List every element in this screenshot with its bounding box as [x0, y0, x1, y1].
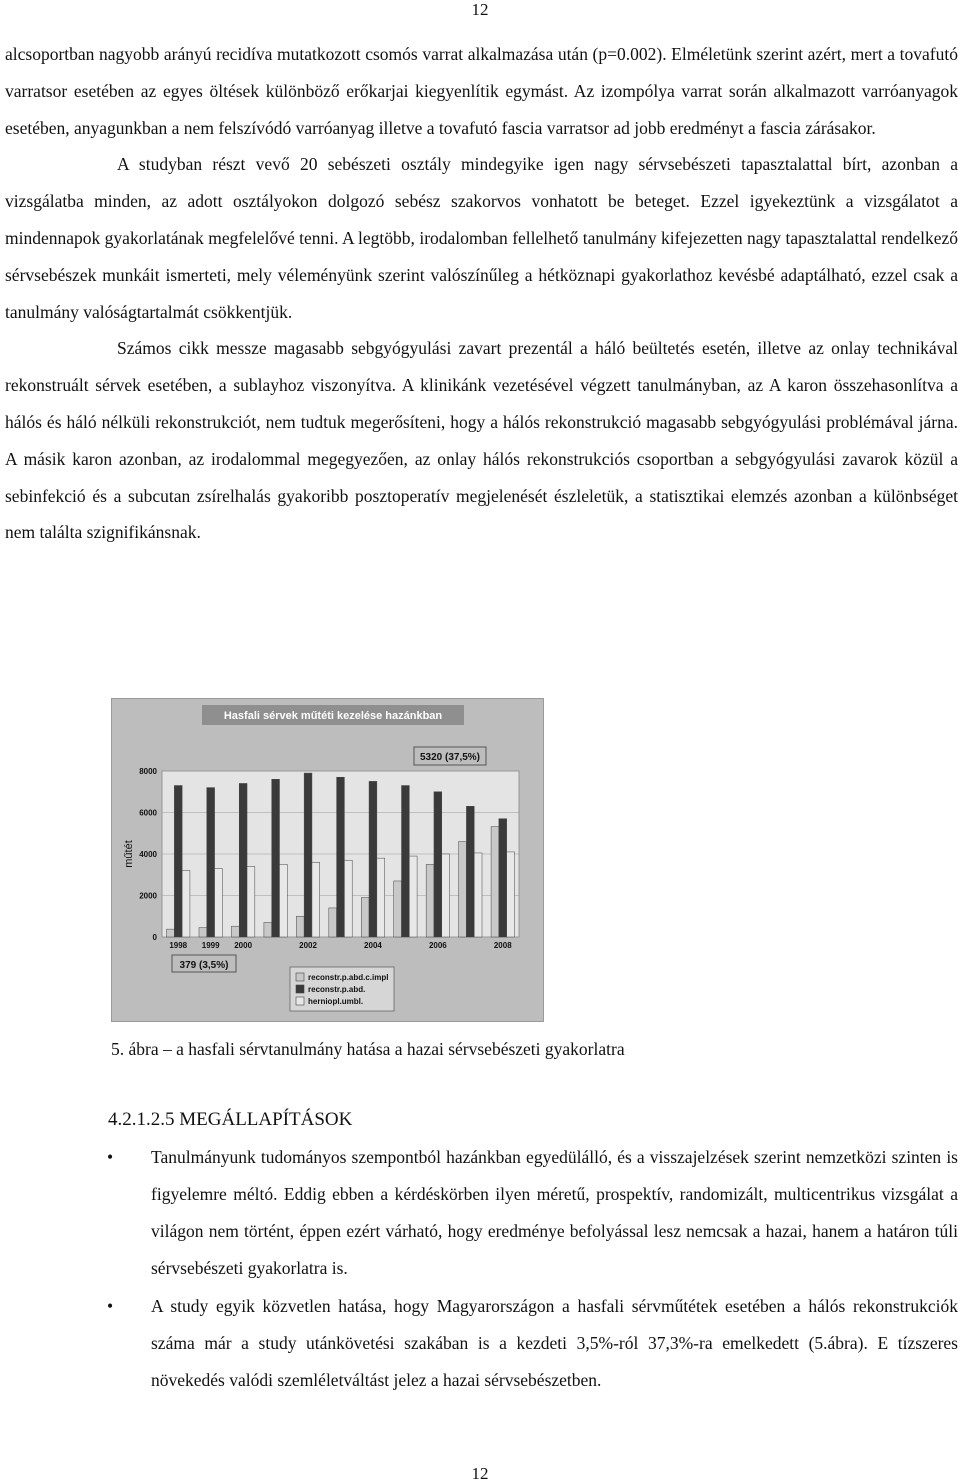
y-tick-label: 2000	[139, 891, 157, 901]
y-tick-label: 0	[152, 933, 157, 942]
bullet-dot: •	[107, 1296, 114, 1316]
body-text	[5, 36, 958, 551]
annotation-top: 5320 (37,5%)	[419, 752, 481, 763]
legend-swatch	[296, 973, 304, 981]
bar-herniopl.umbl.-2001	[279, 864, 287, 937]
bar-herniopl.umbl.-1998	[182, 871, 190, 937]
list-item	[105, 1139, 958, 1287]
annotation-bottom: 379 (3,5%)	[179, 960, 229, 971]
x-tick-label: 2000	[234, 941, 253, 950]
bar-herniopl.umbl.-2002	[312, 862, 320, 937]
x-tick-label: 2002	[299, 941, 317, 950]
page-number-bottom: 12	[471, 1464, 489, 1483]
bar-reconstr.p.abd.-2002	[304, 773, 312, 937]
figure-caption: 5. ábra – a hasfali sérvtanulmány hatása a hazai sérvsebészeti gyakorlatra	[111, 1039, 625, 1059]
bar-reconstr.p.abd.-2007	[466, 806, 474, 937]
bar-reconstr.p.abd.c.impl-2003	[329, 908, 337, 937]
x-tick-label: 2008	[493, 941, 512, 950]
y-tick-label: 8000	[139, 767, 157, 776]
legend-label: reconstr.p.abd.	[308, 985, 366, 994]
bar-chart	[112, 699, 543, 1021]
x-tick-label: 1999	[201, 941, 220, 950]
list-item	[105, 1288, 958, 1399]
paragraph-3: Számos cikk messze magasabb sebgyógyulási zavart prezentál a háló beültetés esetén, illetve az onlay technikával rekonstruált sérvek esetében, a sublayhoz viszonyítva. A klinikánk vezetésével végzett tanulmányban, az A karon összehasonlítva a hálós és háló nélküli rekonstrukciót, nem tudtuk megerősíteni, hogy a hálós rekonstrukció magasabb sebgyógyulási problémával járna. A másik karon azonban, az irodalommal megegyezően, az onlay hálós rekonstrukciós csoportban a sebgyógyulási zavarok közül a sebinfekció és a subcutan zsírelhalás gyakoribb posztoperatív megjelenését észleletük, a statisztikai elemzés azonban a különbséget nem találta szignifikánsnak.	[5, 338, 958, 543]
legend-label: herniopl.umbl.	[308, 997, 364, 1006]
bar-reconstr.p.abd.-1999	[207, 788, 215, 937]
bar-reconstr.p.abd.c.impl-2004	[361, 898, 369, 937]
figure-5	[111, 698, 544, 1022]
bar-reconstr.p.abd.c.impl-2005	[394, 881, 402, 937]
bullet-text: A study egyik közvetlen hatása, hogy Magyarországon a hasfali sérvműtétek esetében a hálós rekonstrukciók száma már a study utánkövetési szakában is a kezdeti 3,5%-ról 37,3%-ra emelkedett (5.ábra). E tízszeres növekedés valódi szemléletváltást jelez a hazai sérvsebészetben.	[151, 1296, 958, 1390]
bar-reconstr.p.abd.c.impl-2001	[264, 922, 272, 937]
legend-swatch	[296, 985, 304, 993]
bar-reconstr.p.abd.-2005	[402, 786, 410, 937]
bar-reconstr.p.abd.c.impl-1999	[199, 928, 207, 937]
bar-herniopl.umbl.-2000	[247, 866, 255, 937]
y-tick-label: 4000	[139, 850, 157, 859]
bar-reconstr.p.abd.-2006	[434, 792, 442, 937]
paragraph-1: alcsoportban nagyobb arányú recidíva mutatkozott csomós varrat alkalmazása után (p=0.002). Elméletünk szerint azért, mert a tovafutó varratsor esetében az egyes öltések különböző erőkarjai kiegyenlítik egymást. Az izompólya varrat során alkalmazott varróanyagok esetében, anyagunkban a nem felszívódó varróanyag illetve a tovafutó fascia varratsor ad jobb eredményt a fascia zárásakor.	[5, 44, 958, 138]
y-tick-label: 6000	[139, 808, 157, 818]
bullet-list	[105, 1139, 958, 1399]
bar-reconstr.p.abd.-2003	[337, 777, 345, 937]
bar-reconstr.p.abd.-1998	[174, 786, 182, 937]
x-tick-label: 2004	[364, 941, 382, 950]
bar-reconstr.p.abd.-2001	[272, 779, 280, 937]
bar-herniopl.umbl.-2004	[377, 858, 385, 937]
bar-reconstr.p.abd.c.impl-2006	[426, 864, 434, 937]
bullet-dot: •	[107, 1147, 114, 1167]
bar-reconstr.p.abd.c.impl-2000	[231, 926, 239, 937]
chart-title: Hasfali sérvek műtéti kezelése hazánkban	[223, 710, 443, 722]
bar-reconstr.p.abd.c.impl-2008	[491, 827, 499, 937]
y-axis-label: műtét	[123, 840, 135, 868]
bar-reconstr.p.abd.-2008	[499, 819, 507, 937]
bar-reconstr.p.abd.-2000	[239, 783, 247, 937]
bar-reconstr.p.abd.c.impl-1998	[167, 929, 175, 937]
bar-herniopl.umbl.-2003	[344, 860, 352, 937]
bar-reconstr.p.abd.c.impl-2007	[459, 842, 467, 937]
bar-herniopl.umbl.-2007	[474, 853, 482, 937]
paragraph-2: A studyban részt vevő 20 sebészeti osztály mindegyike igen nagy sérvsebészeti tapasztalattal bírt, azonban a vizsgálatba minden, az adott osztályokon dolgozó sebész szakorvos vonhatott be beteget. Ezzel igyekeztünk a vizsgálatot a mindennapok gyakorlatának megfelelővé tenni. A legtöbb, irodalomban fellelhető tanulmány kifejezetten nagy tapasztalattal rendelkező sérvsebészek munkáit ismerteti, mely véleményünk szerint valószínűleg a hétköznapi gyakorlathoz kevésbé adaptálható, ezzel csak a tanulmány valóságtartalmát csökkentjük.	[5, 154, 958, 322]
x-tick-label: 1998	[169, 941, 188, 950]
bar-herniopl.umbl.-2006	[442, 854, 450, 937]
bar-herniopl.umbl.-2008	[507, 852, 515, 937]
legend-label: reconstr.p.abd.c.impl	[308, 973, 389, 982]
x-tick-label: 2006	[428, 941, 447, 950]
bar-reconstr.p.abd.c.impl-2002	[296, 916, 304, 937]
bullet-text: Tanulmányunk tudományos szempontból hazánkban egyedülálló, és a visszajelzések szerint nemzetközi szinten is figyelemre méltó. Eddig ebben a kérdéskörben ilyen méretű, prospektív, randomizált, multicentrikus vizsgálat a világon nem történt, éppen ezért várható, hogy eredménye befolyással lesz nemcsak a hazai, hanem a határon túli sérvsebészeti gyakorlatra is.	[151, 1147, 958, 1278]
section-heading: 4.2.1.2.5 MEGÁLLAPÍTÁSOK	[108, 1109, 353, 1130]
page-number-top: 12	[471, 0, 489, 19]
bar-reconstr.p.abd.-2004	[369, 781, 377, 937]
bar-herniopl.umbl.-1999	[215, 869, 223, 937]
legend-swatch	[296, 997, 304, 1005]
bar-herniopl.umbl.-2005	[409, 856, 417, 937]
